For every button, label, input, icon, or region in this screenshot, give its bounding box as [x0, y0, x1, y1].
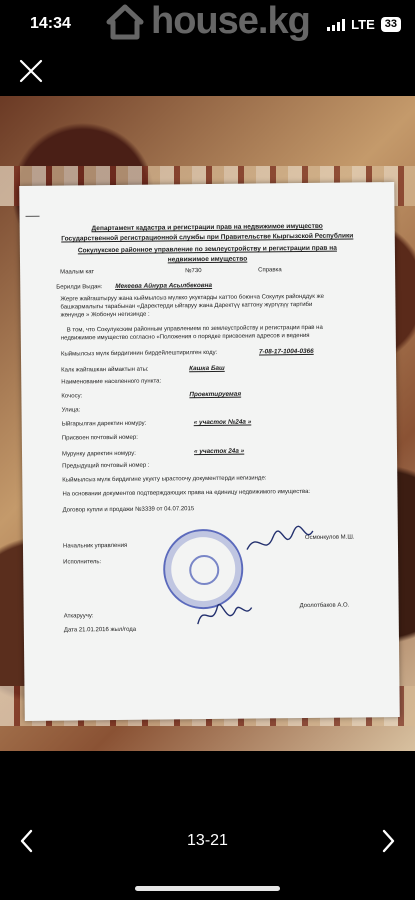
status-time: 14:34: [30, 15, 71, 32]
battery-icon: 33: [381, 17, 401, 32]
document-paper: [19, 182, 400, 721]
street-ky-label: Кочосу:: [61, 393, 83, 400]
basis-ru: На основании документов подтверждающих права на единицу недвижимого имущества:: [62, 488, 311, 498]
locality-ky-label: Калк жайгашкан аймактын аты:: [61, 366, 149, 374]
close-icon: [16, 56, 46, 86]
code-value: 7-08-17-1004-0366: [258, 347, 314, 356]
locality-ru-label: Наименование населенного пункта:: [61, 378, 162, 386]
locality-value: Кашка Баш: [189, 364, 225, 373]
street-ru-label: Улица:: [61, 407, 81, 414]
street-value: Проектируемая: [189, 390, 242, 399]
cert-type: Справка: [258, 267, 282, 274]
cert-label: Маалым кат: [60, 269, 95, 276]
ky-text-2: башкармалыгы тарабынан «Даректерди ыйгаруу жана Даректүү каттону жүргүзүү тартиби: [60, 301, 313, 311]
executor-name: Доолотбаков А.О.: [299, 602, 350, 610]
watermark: [105, 0, 310, 43]
issued-to-label: Берилди Выдан:: [56, 284, 103, 291]
executor-ky-label: Аткаруучу:: [63, 613, 94, 620]
prev-ky-label: Мурунку даректин номуру:: [61, 450, 136, 458]
address-ru-label: Присвоен почтовый номер:: [61, 434, 138, 442]
doc-header-2: Государственной регистрационной службы при Правительстве Кыргызской Республики: [61, 232, 354, 243]
gallery-navigation: [0, 812, 415, 872]
ru-text-1: В том, что Сокулукским районным управлением по землеустройству и регистрации прав на: [66, 324, 323, 334]
chevron-right-icon: [375, 826, 401, 856]
ky-text-1: Жерге жайгаштыруу жана кыймылсыз мүлкко укуктарды каттоо боюнча Сокулук районддук же: [60, 293, 324, 303]
ru-text-2: недвижимое имущество согласно «Положения о порядке присвоения адресов и ведения: [60, 332, 310, 342]
status-indicators: [327, 17, 401, 32]
head-signature: [245, 523, 315, 560]
doc-header-4: недвижимое имущество: [167, 255, 248, 264]
paper-mark: [26, 216, 40, 217]
photo-viewer-image[interactable]: [0, 96, 415, 751]
head-name: Осмонкулов М.Ш.: [304, 534, 355, 542]
address-ky-label: Ыйгарылган даректин номуру:: [61, 420, 147, 428]
basis-ky: Кыймылсыз мүлк бирдигине укукту ырастоочу документтерди негизинде:: [62, 475, 267, 484]
executor-signature: [193, 594, 253, 635]
document-date: Дата 21.01.2016 жыл/года: [63, 626, 137, 634]
issued-to-value: Мекеева Айнура Асылбековна: [115, 281, 213, 290]
home-indicator: [135, 886, 280, 891]
executor-label: Исполнитель:: [63, 559, 102, 566]
prev-ru-label: Предыдущий почтовый номер :: [62, 462, 150, 470]
signal-icon: [327, 19, 345, 31]
prev-value: « участок 24а »: [193, 447, 245, 456]
close-button[interactable]: [16, 56, 46, 86]
doc-header-3: Сокулукское районное управление по землеустройству и регистрации прав на: [77, 244, 337, 255]
doc-header-1: Департамент кадастра и регистрации прав на недвижимое имущество: [91, 222, 323, 233]
next-photo-button[interactable]: [375, 826, 401, 856]
address-value: « участок №24а »: [193, 418, 252, 427]
contract-line: Договор купли и продажи №3339 от 04.07.2015: [62, 506, 195, 514]
house-logo-icon: [105, 2, 145, 42]
photo-counter: 13-21: [187, 832, 228, 849]
cert-number: №730: [185, 268, 202, 275]
head-label: Начальник управления: [62, 542, 128, 550]
code-label: Кыймылсыз мүлк бирдигинин бирдейлештирилген коду:: [60, 349, 218, 358]
ky-text-3: жөнүндө » Жобонун негизинде :: [60, 311, 150, 319]
watermark-text: house.kg: [151, 0, 310, 42]
network-label: LTE: [351, 17, 375, 32]
